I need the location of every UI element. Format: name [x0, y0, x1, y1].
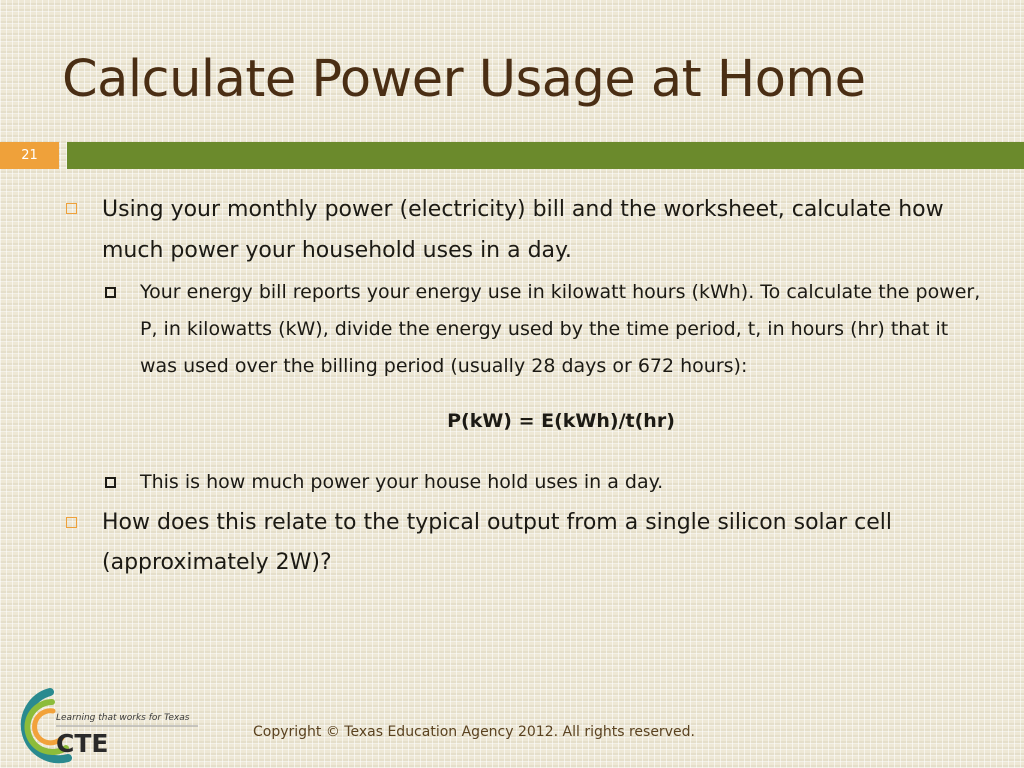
slide-number: 21 [0, 142, 59, 169]
sub-bullet-item [62, 464, 982, 501]
bullet-item [62, 503, 982, 583]
sub-bullet-text: This is how much power your house hold uses in a day. [140, 471, 664, 493]
filled-square-bullet-icon [105, 477, 116, 488]
sub-bullet-item [62, 274, 982, 385]
bullet-item [62, 189, 982, 271]
hollow-square-bullet-icon [66, 517, 77, 528]
slide-title: Calculate Power Usage at Home [62, 50, 866, 109]
power-formula: P(kW) = E(kWh)/t(hr) [447, 410, 675, 432]
bullet-text: How does this relate to the typical output from a single silicon solar cell (approximately 2W)? [102, 510, 893, 575]
bullet-text: Using your monthly power (electricity) bill and the worksheet, calculate how much power your household uses in a day. [102, 197, 944, 263]
copyright-footer: Copyright © Texas Education Agency 2012. All rights reserved. [253, 724, 695, 740]
hollow-square-bullet-icon [66, 203, 77, 214]
logo-tagline: Learning that works for Texas [56, 713, 190, 723]
filled-square-bullet-icon [105, 287, 116, 298]
cte-logo [10, 686, 220, 764]
sub-bullet-text: Your energy bill reports your energy use in kilowatt hours (kWh). To calculate the power, P, in kilowatts (kW), divide the energy used by the time period, t, in hours (hr) that it was used over the billing period (usually 28 days or 672 hours): [140, 281, 981, 377]
logo-name: CTE [56, 729, 109, 758]
bullet-list [62, 189, 982, 583]
title-divider-bar [67, 142, 1024, 169]
